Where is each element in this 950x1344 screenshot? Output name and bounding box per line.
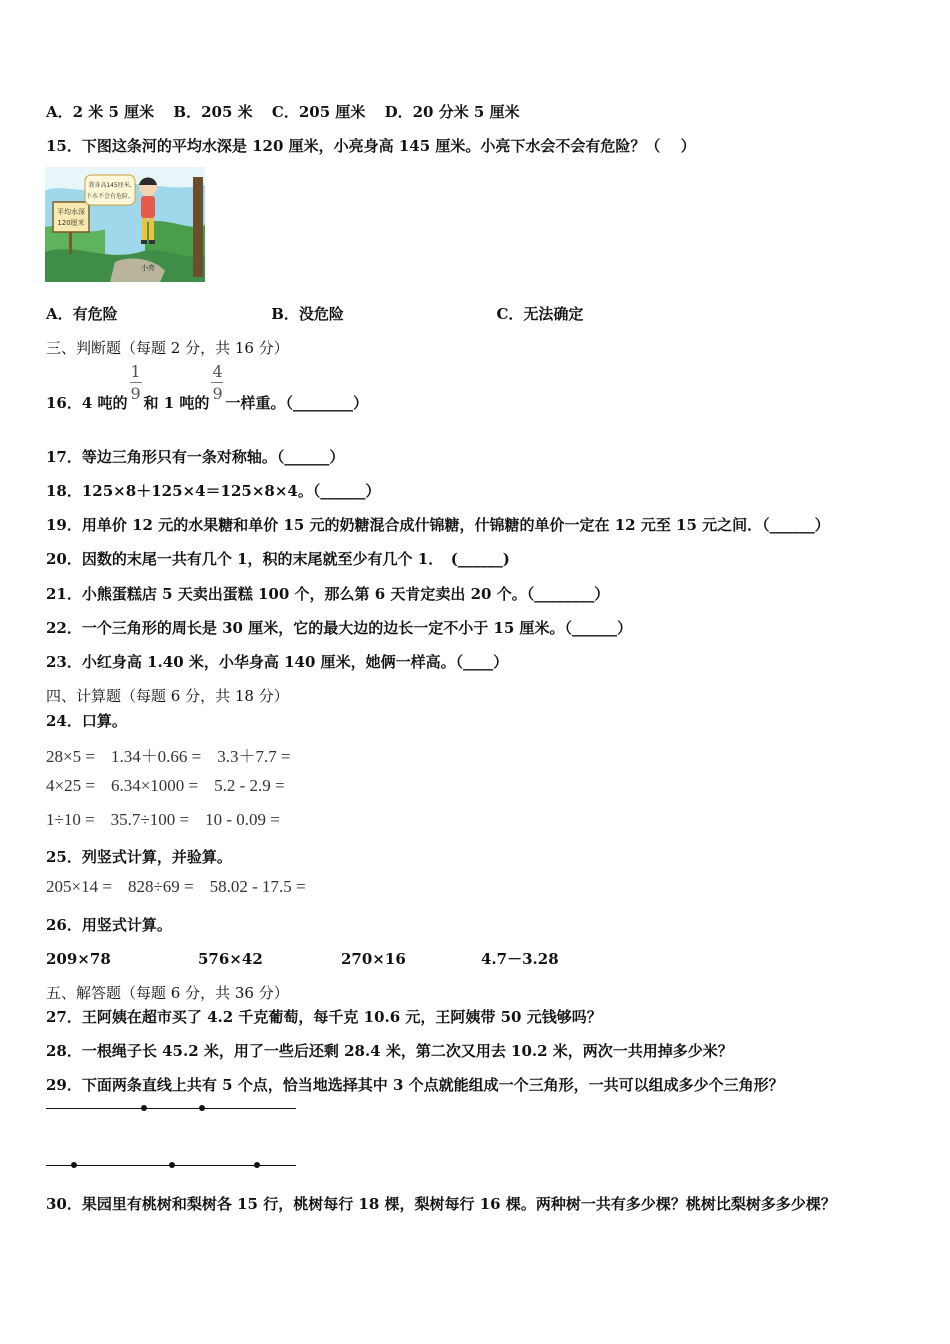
- q21-text: 21．小熊蛋糕店 5 天卖出蛋糕 100 个，那么第 6 天肯定卖出 20 个。（________）: [46, 585, 610, 603]
- q15-option-a[interactable]: A．有危险: [46, 305, 118, 323]
- q14-option-d[interactable]: D．20 分米 5 厘米: [384, 103, 520, 121]
- q20-text: 20．因数的末尾一共有几个 1，积的末尾就至少有几个 1． (______): [46, 550, 510, 568]
- q17-text: 17．等边三角形只有一条对称轴。（______）: [46, 448, 345, 466]
- q14-option-a[interactable]: A．2 米 5 厘米: [46, 103, 155, 121]
- q30-text: 30．果园里有桃树和梨树各 15 行，桃树每行 18 棵，梨树每行 16 棵。两种树一共有多少棵？桃树比梨树多多少棵？: [46, 1195, 836, 1213]
- section5-title: 五、解答题（每题 6 分，共 36 分）: [46, 984, 289, 1002]
- q16-part1: 16．4 吨的: [46, 394, 128, 412]
- q26-item: 576×42: [198, 950, 263, 968]
- q25-text: 25．列竖式计算，并验算。: [46, 848, 232, 866]
- q16-fraction2: [211, 362, 223, 408]
- q24-item: 10 - 0.09 =: [205, 810, 280, 829]
- q24-item: 5.2 - 2.9 =: [214, 776, 285, 795]
- q25-row: [46, 877, 322, 897]
- q29-text: 29．下面两条直线上共有 5 个点，恰当地选择其中 3 个点就能组成一个三角形，一共可以组成多少个三角形？: [46, 1076, 784, 1094]
- q26-item: 4.7－3.28: [481, 950, 559, 968]
- q16-part2: 和 1 吨的: [143, 394, 210, 412]
- q16-frac2-numerator: 4: [212, 362, 223, 381]
- sign-line1: 平均水深: [57, 208, 85, 216]
- q25-item: 205×14 =: [46, 877, 112, 896]
- q23-text: 23．小红身高 1.40 米，小华身高 140 厘米，她俩一样高。（____）: [46, 653, 509, 671]
- section3-title: 三、判断题（每题 2 分，共 16 分）: [46, 339, 289, 357]
- section4-title: 四、计算题（每题 6 分，共 18 分）: [46, 687, 289, 705]
- q26-row: [46, 949, 559, 969]
- q24-row-3: [46, 810, 296, 830]
- q24-item: 3.3＋7.7 =: [217, 747, 291, 766]
- q16-frac1-denominator: 9: [130, 384, 141, 403]
- q15-option-b[interactable]: B．没危险: [271, 305, 344, 323]
- q27-text: 27．王阿姨在超市买了 4.2 千克葡萄，每千克 10.6 元，王阿姨带 50 元钱够吗？: [46, 1008, 602, 1026]
- lower-point: [71, 1162, 77, 1168]
- lower-point: [254, 1162, 260, 1168]
- q25-item: 58.02 - 17.5 =: [209, 877, 306, 896]
- q15-illustration: [45, 167, 205, 282]
- character-name: 小亮: [141, 264, 155, 272]
- river-scene-image: [45, 167, 205, 282]
- q26-item: 270×16: [341, 950, 406, 968]
- q22-text: 22．一个三角形的周长是 30 厘米，它的最大边的边长一定不小于 15 厘米。（______）: [46, 619, 633, 637]
- q26-item: 209×78: [46, 950, 111, 968]
- q24-row-2: [46, 776, 301, 796]
- q15-option-c[interactable]: C．无法确定: [496, 305, 584, 323]
- q24-item: 35.7÷100 =: [110, 810, 190, 829]
- q16-frac1-numerator: 1: [130, 362, 141, 381]
- q24-item: 28×5 =: [46, 747, 95, 766]
- q16-frac2-denominator: 9: [212, 384, 223, 403]
- upper-point: [199, 1105, 205, 1111]
- q25-item: 828÷69 =: [127, 877, 194, 896]
- sign-line2: 120厘米: [57, 219, 85, 227]
- q15-text: 15．下图这条河的平均水深是 120 厘米，小亮身高 145 厘米。小亮下水会不会有危险？（ ）: [46, 137, 696, 155]
- q24-item: 6.34×1000 =: [110, 776, 199, 795]
- q19-text: 19．用单价 12 元的水果糖和单价 15 元的奶糖混合成什锦糖，什锦糖的单价一定在 12 元至 15 元之间．（______）: [46, 516, 830, 534]
- q28-text: 28．一根绳子长 45.2 米，用了一些后还剩 28.4 米，第二次又用去 10.2 米，两次一共用掉多少米？: [46, 1042, 733, 1060]
- upper-line: [46, 1108, 296, 1109]
- q24-item: 4×25 =: [46, 776, 95, 795]
- bubble-line1: 我身高145厘米,: [88, 182, 132, 189]
- q24-item: 1.34＋0.66 =: [110, 747, 202, 766]
- q24-text: 24．口算。: [46, 712, 127, 730]
- q14-options: [46, 102, 520, 122]
- q26-text: 26．用竖式计算。: [46, 916, 172, 934]
- q14-option-b[interactable]: B．205 米: [173, 103, 253, 121]
- q14-option-c[interactable]: C．205 厘米: [271, 103, 366, 121]
- upper-point: [141, 1105, 147, 1111]
- q16-fraction1: [130, 362, 142, 408]
- q15-options: [46, 304, 583, 324]
- lower-point: [169, 1162, 175, 1168]
- q16-part3: 一样重。（________）: [225, 394, 368, 412]
- q24-item: 1÷10 =: [46, 810, 95, 829]
- q18-text: 18．125×8＋125×4＝125×8×4。（______）: [46, 482, 381, 500]
- q24-row-1: [46, 742, 307, 767]
- bubble-line2: 下水不会有危险。: [85, 193, 135, 200]
- q16-text: [46, 362, 368, 413]
